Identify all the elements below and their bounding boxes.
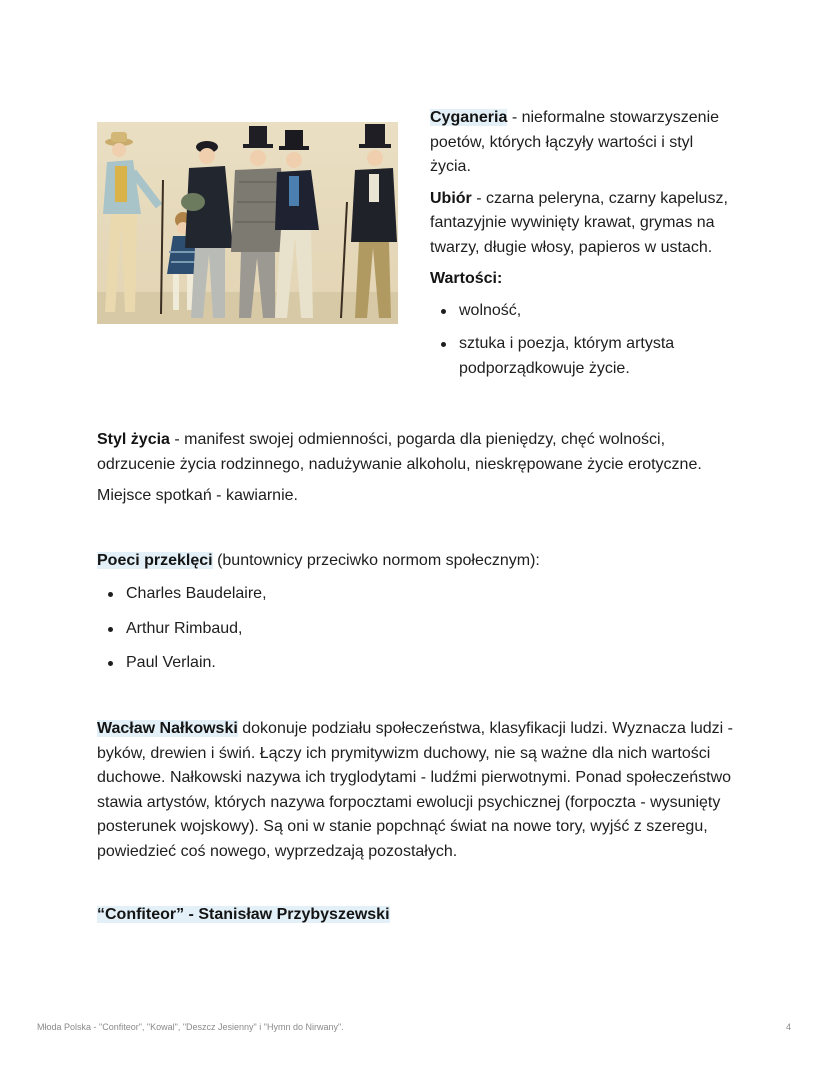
list-item: wolność, (430, 299, 730, 324)
attire-term: Ubiór (430, 189, 472, 207)
cursed-poets-list (97, 582, 267, 686)
figure-navy-coat-top-hat (275, 130, 319, 318)
list-item: Paul Verlain. (97, 651, 267, 686)
footer-title: Młoda Polska - "Confiteor", "Kowal", "Deszcz Jesienny" i "Hymn do Nirwany". (37, 1022, 344, 1032)
figure-tan-trousers-top-hat (341, 124, 397, 318)
cyganeria-paragraph (430, 106, 730, 180)
cursed-poets-text: (buntownicy przeciwko normom społecznym): (212, 552, 540, 569)
list-item: Charles Baudelaire, (97, 582, 267, 617)
page-number: 4 (786, 1022, 792, 1032)
attire-text: - czarna peleryna, czarny kapelusz, fantazyjnie wywinięty krawat, grymas na twarzy, długie włosy, papieros w ustach. (430, 189, 728, 256)
lifestyle-text: - manifest swojej odmienności, pogarda dla pieniędzy, chęć wolności, odrzucenie życia rodzinnego, nadużywanie alkoholu, nieskrępowane życie erotyczne. (97, 431, 702, 473)
lifestyle-term: Styl życia (97, 431, 170, 448)
nalkowski-term: Wacław Nałkowski (97, 720, 238, 737)
nalkowski-paragraph (97, 717, 737, 864)
meeting-place-paragraph: Miejsce spotkań - kawiarnie. (97, 487, 298, 504)
list-item: sztuka i poezja, którym artysta podporządkowuje życie. (430, 332, 730, 381)
values-list (430, 299, 730, 382)
dandies-figures-drawing (97, 122, 398, 324)
cursed-poets-term: Poeci przeklęci (97, 552, 213, 569)
list-item: Arthur Rimbaud, (97, 617, 267, 652)
confiteor-heading: “Confiteor” - Stanisław Przybyszewski (97, 906, 390, 923)
attire-paragraph (430, 187, 730, 261)
cyganeria-definition: - nieformalne stowarzyszenie poetów, których łączyły wartości i styl życia. (430, 109, 720, 175)
nalkowski-text: dokonuje podziału społeczeństwa, klasyfikacji ludzi. Wyznacza ludzi - byków, drewien i świń. Łączy ich prymitywizm duchowy, nie są ważne dla nich wartości duchowe. Nałkowski nazywa ich tryglodytami - ludźmi pierwotnymi. Ponad społeczeństwo stawia artystów, których nazywa forpocztami ewolucji psychicznej (forpoczta - wysunięty posterunek wojskowy). Są oni w stanie popchnąć świat na nowe tory, wyjść z szeregu, powiedzieć coś nowego, wyprzedzają pozostałych. (97, 720, 733, 860)
values-heading: Wartości: (430, 270, 503, 287)
cyganeria-column (430, 106, 730, 390)
cursed-poets-paragraph (97, 549, 540, 574)
fashion-plate-illustration (97, 122, 398, 324)
lifestyle-paragraph (97, 428, 737, 477)
cyganeria-term: Cyganeria (430, 109, 508, 126)
figure-light-blue-coat (103, 132, 163, 314)
